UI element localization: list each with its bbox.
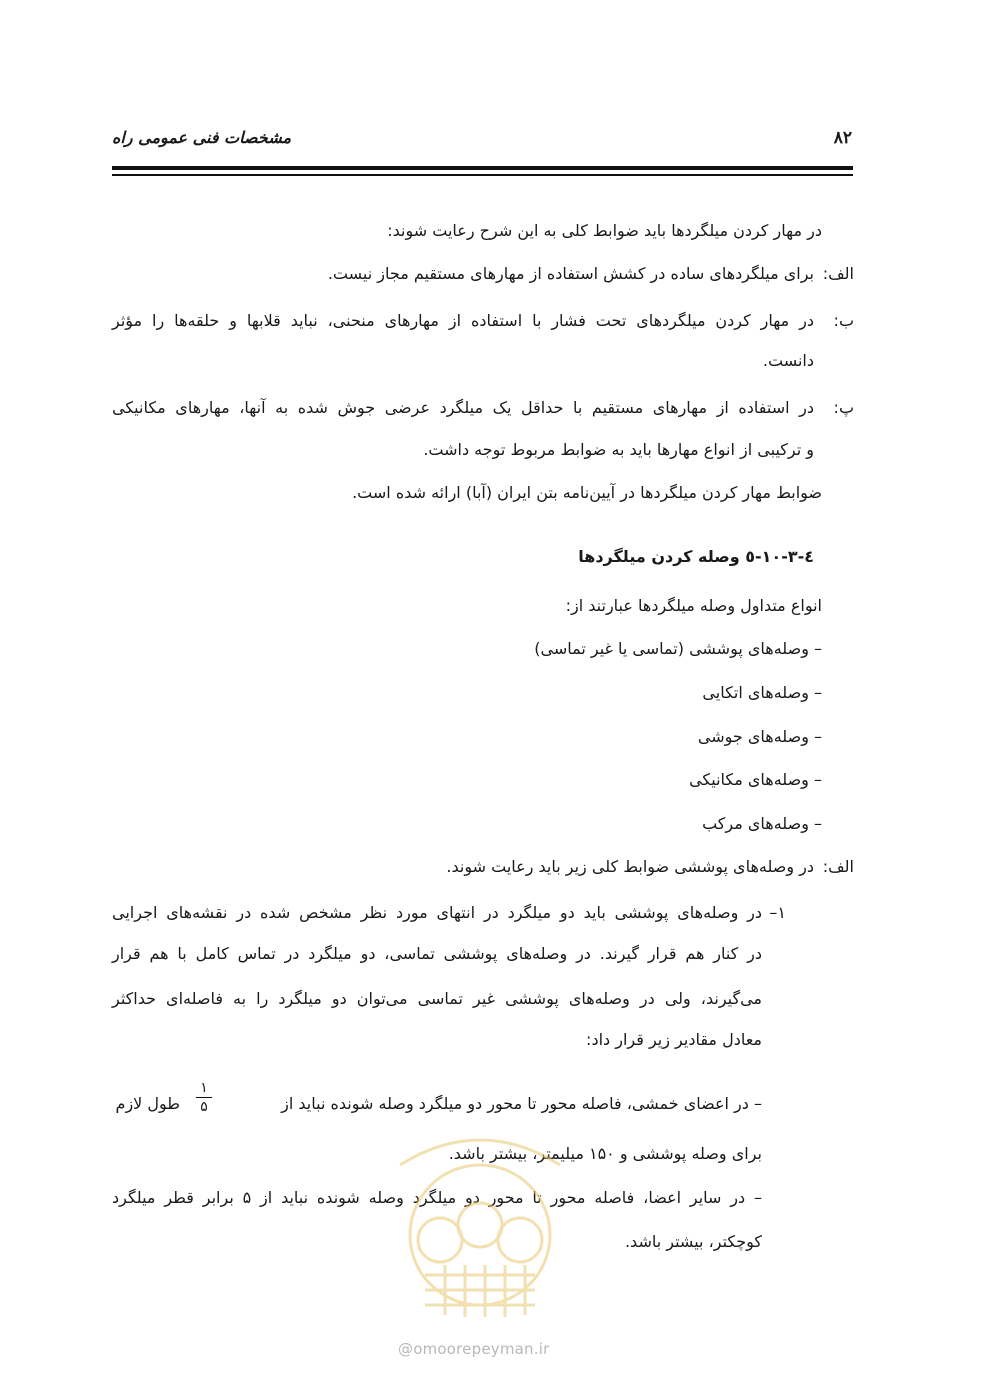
lap-item-1-line-3: می‌گیرند، ولی در وصله‌های پوششی غیر تماسی می‌توان دو میلگرد را به فاصله‌ای حداکثر	[112, 989, 762, 1008]
header-rule-thin	[112, 174, 853, 176]
splice-types-intro: انواع متداول وصله میلگردها عبارتند از:	[565, 596, 822, 615]
rule-pe-line-1: در استفاده از مهارهای مستقیم با حداقل یک میلگرد عرضی جوش شده به آنها، مهارهای مکانیکی	[112, 398, 814, 417]
flexural-line-1-end: طول لازم	[115, 1094, 180, 1113]
splice-type-item: – وصله‌های پوششی (تماسی یا غیر تماسی)	[534, 639, 822, 658]
rules-note: ضوابط مهار کردن میلگردها در آیین‌نامه بتن ایران (آبا) ارائه شده است.	[352, 483, 822, 502]
splice-type-item: – وصله‌های جوشی	[697, 727, 822, 746]
fraction-numerator: ١	[200, 1080, 208, 1096]
rule-marker-pe: پ:	[833, 398, 854, 417]
rule-marker-be: ب:	[833, 311, 854, 330]
rule-be-line-2: دانست.	[762, 351, 814, 370]
header-rule-thick	[112, 166, 853, 170]
fraction-bar	[196, 1097, 212, 1098]
flexural-line-1-start: – در اعضای خمشی، فاصله محور تا محور دو میلگرد وصله شونده نباید از	[281, 1094, 762, 1113]
rule-pe-line-2: و ترکیبی از انواع مهارها باید به ضوابط مربوط توجه داشت.	[423, 440, 814, 459]
splice-type-item: – وصله‌های مکانیکی	[689, 770, 822, 789]
rule-be-line-1: در مهار کردن میلگردهای تحت فشار با استفاده از مهارهای منحنی، نباید قلابها و حلقه‌ها را مؤثر	[112, 311, 814, 330]
fraction-one-fifth	[196, 1080, 212, 1115]
lap-marker-alef: الف:	[822, 857, 854, 876]
lap-item-1-line-4: معادل مقادیر زیر قرار داد:	[586, 1030, 762, 1049]
page-number: ۸۲	[833, 128, 852, 148]
other-members-line-2: کوچکتر، بیشتر باشد.	[624, 1232, 762, 1251]
lap-rule-intro: در وصله‌های پوششی ضوابط کلی زیر باید رعایت شوند.	[446, 857, 814, 876]
watermark-url	[398, 1340, 598, 1358]
section-heading: ٤-٣-١٠-٥ وصله کردن میلگردها	[578, 547, 814, 566]
other-members-line-1: – در سایر اعضا، فاصله محور تا محور دو میلگرد وصله شونده نباید از ۵ برابر قطر میلگرد	[112, 1188, 762, 1207]
splice-type-item: – وصله‌های اتکایی	[702, 683, 822, 702]
rule-alef-line-1: برای میلگردهای ساده در کشش استفاده از مهارهای مستقیم مجاز نیست.	[327, 264, 814, 283]
flexural-line-2: برای وصله پوششی و ۱۵۰ میلیمتر، بیشتر باشد.	[448, 1144, 762, 1163]
lap-item-1-line-1: در وصله‌های پوششی باید دو میلگرد در انتهای مورد نظر مشخص شده در نقشه‌های اجرایی	[112, 903, 762, 922]
at-icon: @	[398, 1340, 414, 1358]
running-header-title: مشخصات فنی عمومی راه	[112, 128, 292, 147]
watermark-logo	[380, 1125, 580, 1325]
intro-paragraph: در مهار کردن میلگردها باید ضوابط کلی به این شرح رعایت شوند:	[387, 221, 822, 240]
rule-marker-alef: الف:	[822, 264, 854, 283]
splice-type-item: – وصله‌های مرکب	[702, 814, 822, 833]
lap-item-1-line-2: در کنار هم قرار گیرند. در وصله‌های پوششی تماسی، دو میلگرد در تماس کامل با هم قرار	[112, 944, 762, 963]
fraction-denominator: ۵	[200, 1099, 208, 1116]
lap-item-1-marker: ١–	[769, 903, 786, 922]
watermark-url-text: omoorepeyman.ir	[413, 1340, 550, 1358]
